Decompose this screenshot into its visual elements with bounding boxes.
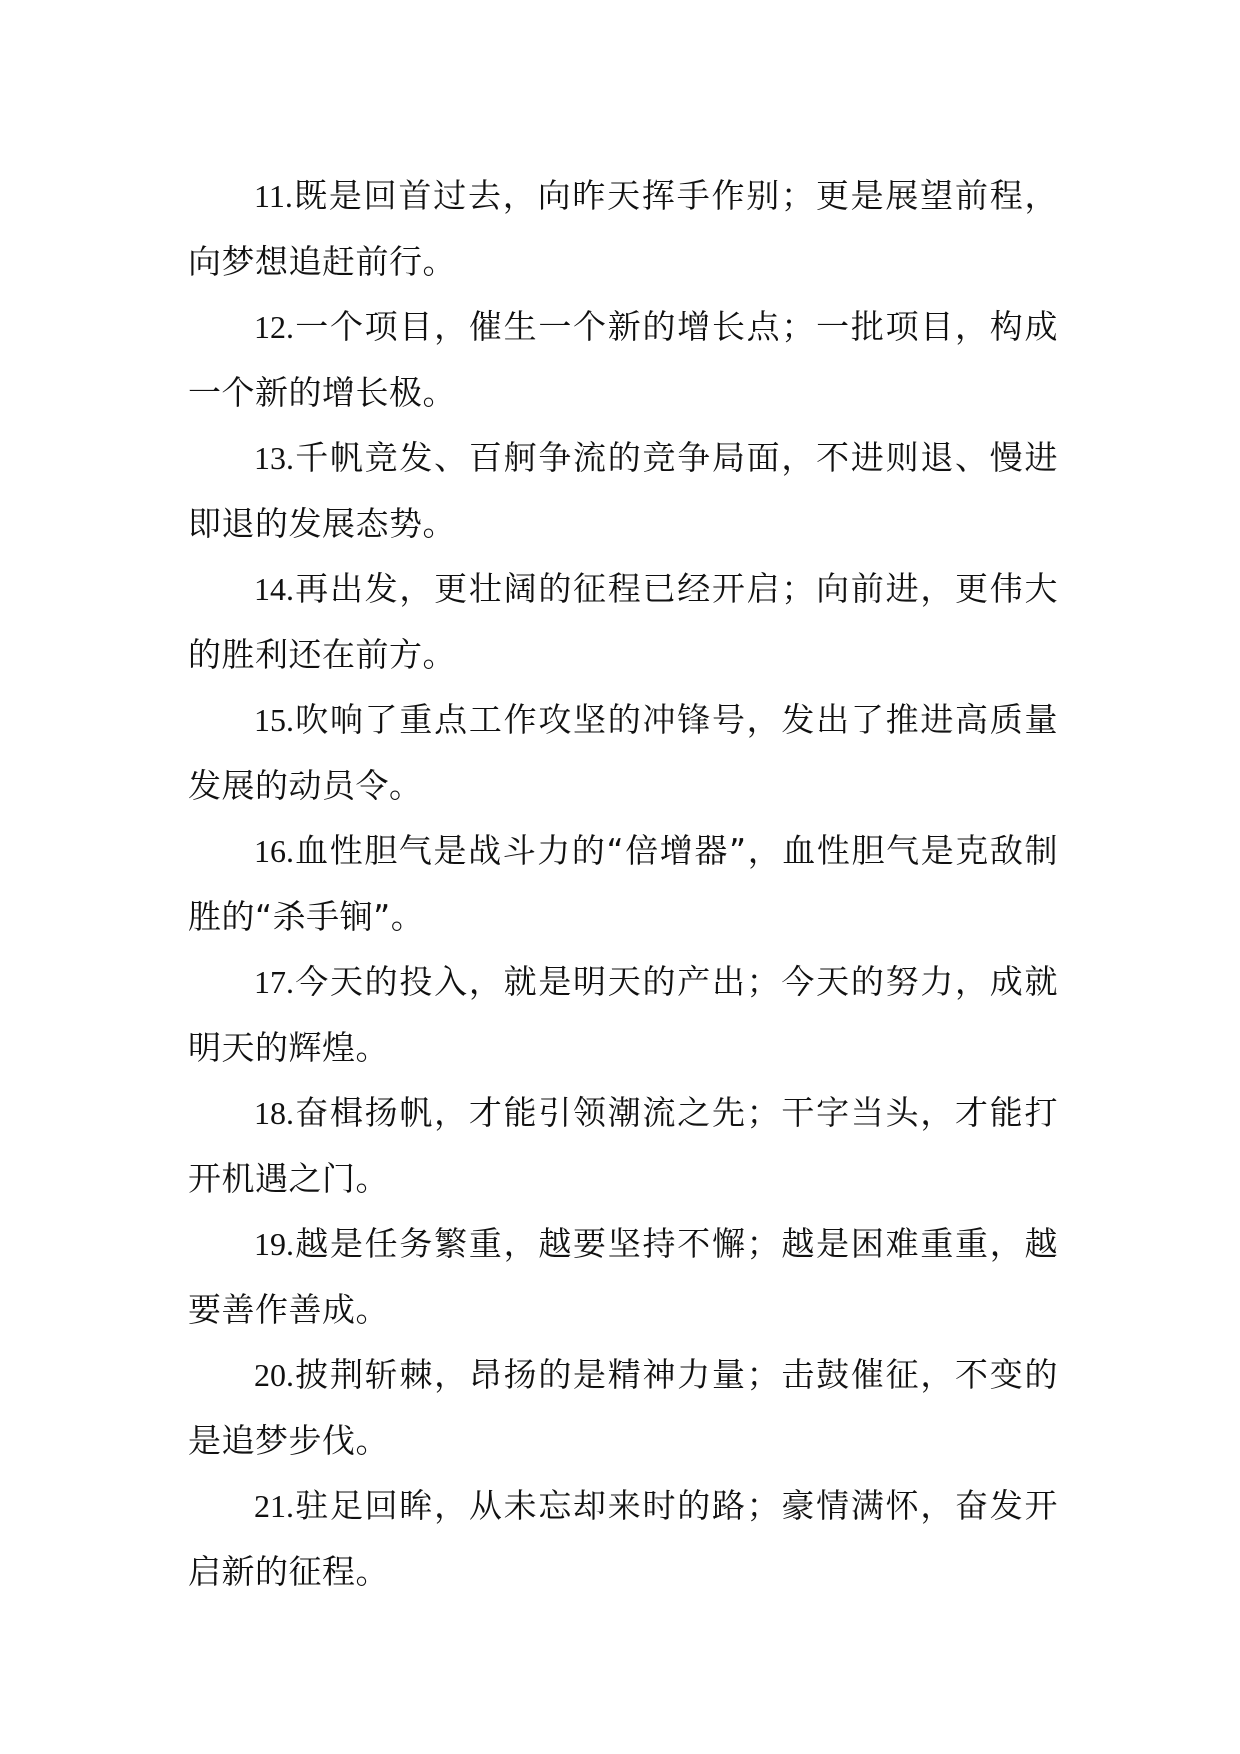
item-number: 20.: [254, 1357, 294, 1393]
item-number: 11.: [254, 178, 293, 214]
list-item: [188, 1473, 1058, 1604]
item-text: 千帆竞发、百舸争流的竞争局面，不进则退、慢进即退的发展态势。: [188, 438, 1058, 543]
item-number: 13.: [254, 440, 294, 476]
item-text: 再出发，更壮阔的征程已经开启；向前进，更伟大的胜利还在前方。: [188, 569, 1058, 674]
list-item: [188, 1080, 1058, 1211]
item-text: 今天的投入，就是明天的产出；今天的努力，成就明天的辉煌。: [188, 962, 1058, 1067]
item-number: 18.: [254, 1095, 294, 1131]
item-text: 披荆斩棘，昂扬的是精神力量；击鼓催征，不变的是追梦步伐。: [188, 1355, 1058, 1460]
list-item: [188, 818, 1058, 949]
item-number: 19.: [254, 1226, 294, 1262]
list-item: [188, 949, 1058, 1080]
item-text: 血性胆气是战斗力的“倍增器”，血性胆气是克敌制胜的“杀手锏”。: [188, 831, 1058, 936]
list-item: [188, 294, 1058, 425]
item-number: 21.: [254, 1488, 294, 1524]
item-text: 吹响了重点工作攻坚的冲锋号，发出了推进高质量发展的动员令。: [188, 700, 1058, 805]
list-item: [188, 425, 1058, 556]
item-text: 越是任务繁重，越要坚持不懈；越是困难重重，越要善作善成。: [188, 1224, 1058, 1329]
item-number: 16.: [254, 833, 294, 869]
item-number: 14.: [254, 571, 294, 607]
item-text: 既是回首过去，向昨天挥手作别；更是展望前程，向梦想追赶前行。: [188, 176, 1058, 281]
list-item: [188, 556, 1058, 687]
item-number: 15.: [254, 702, 294, 738]
item-text: 一个项目，催生一个新的增长点；一批项目，构成一个新的增长极。: [188, 307, 1058, 412]
list-item: [188, 1342, 1058, 1473]
item-text: 驻足回眸，从未忘却来时的路；豪情满怀，奋发开启新的征程。: [188, 1486, 1058, 1591]
document-body: [188, 163, 1058, 1604]
item-text: 奋楫扬帆，才能引领潮流之先；干字当头，才能打开机遇之门。: [188, 1093, 1058, 1198]
list-item: [188, 687, 1058, 818]
list-item: [188, 163, 1058, 294]
item-number: 12.: [254, 309, 294, 345]
item-number: 17.: [254, 964, 294, 1000]
list-item: [188, 1211, 1058, 1342]
